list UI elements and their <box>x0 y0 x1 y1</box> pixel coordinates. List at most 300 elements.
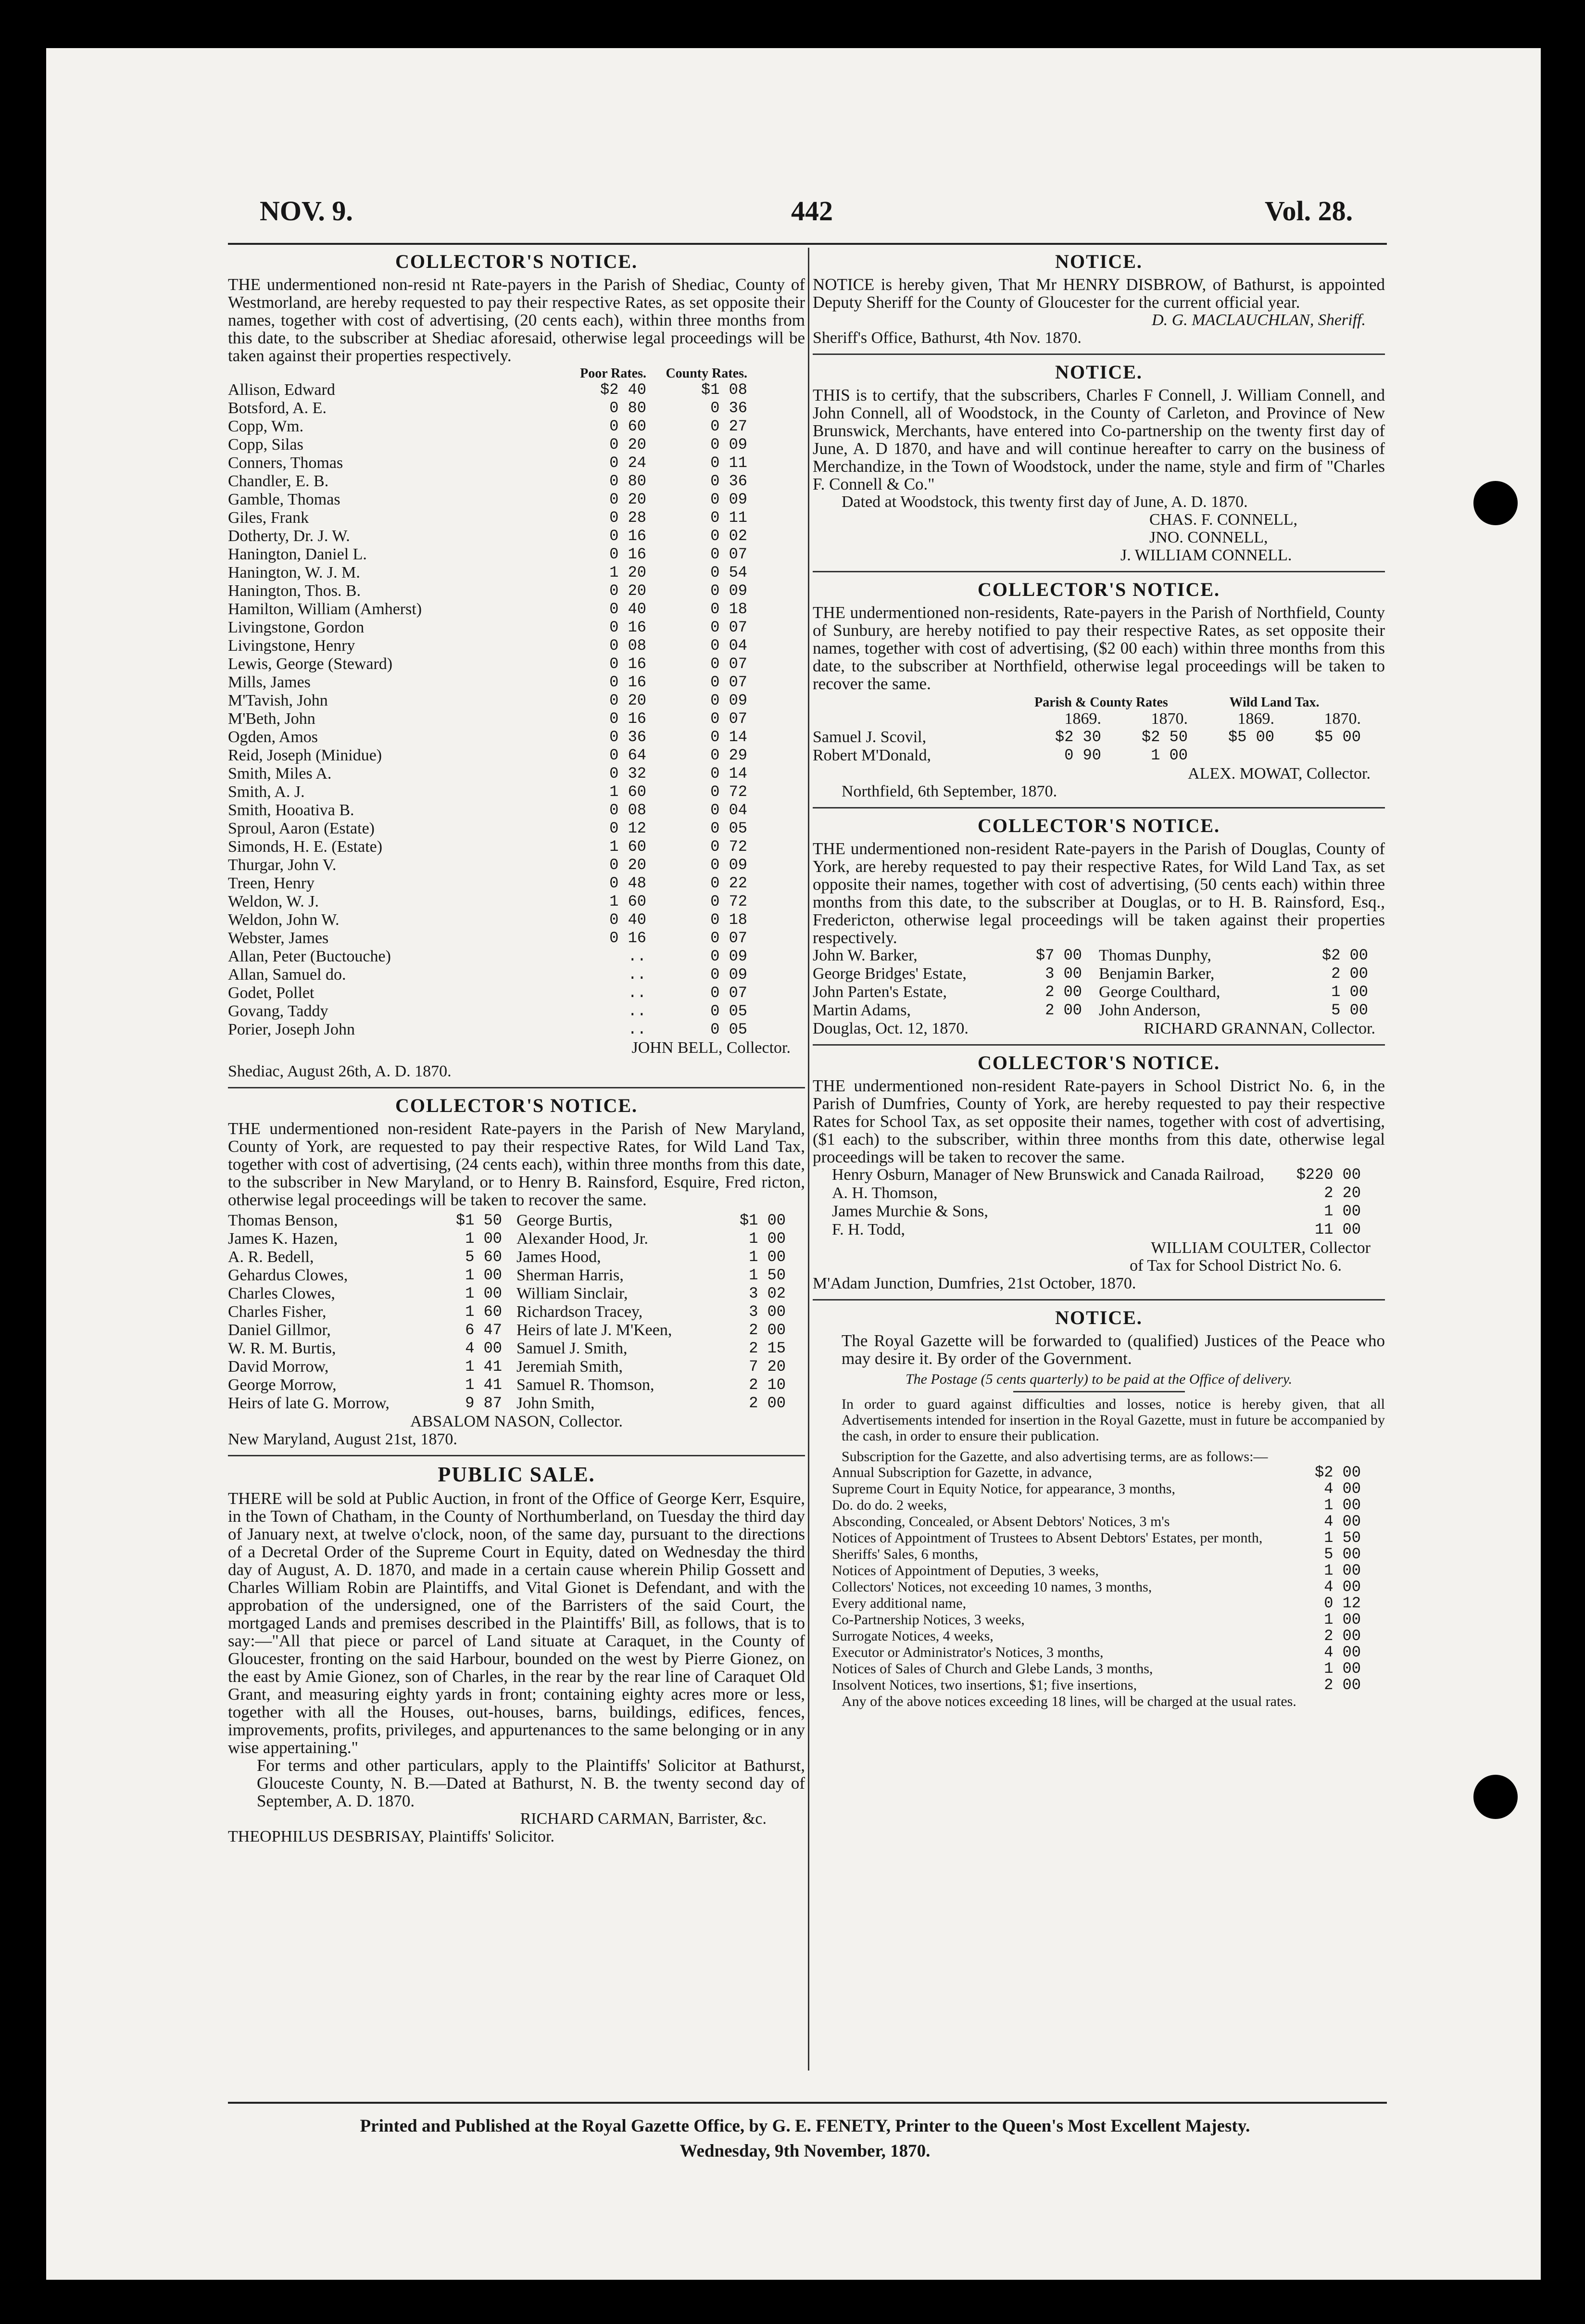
dateline: Dated at Woodstock, this twenty first day of June, A. D. 1870. <box>842 493 1248 511</box>
table-row <box>813 1595 1385 1612</box>
county-rate: 0 05 <box>710 1021 747 1038</box>
notice-body: THE undermentioned non-residents, Rate-payers in the Parish of Northfield, County of Sunbury, are hereby notified to pay their respective Rates, as set opposite their names, together with cost of advertising, ($2 00 each) within three months from this date, to the subscriber at Northfield, otherwise legal proceedings will be taken to recover the same. <box>813 603 1385 693</box>
amount: 2 15 <box>749 1339 786 1357</box>
county-rate: 0 09 <box>710 436 747 454</box>
signature: J. WILLIAM CONNELL. <box>1120 546 1292 564</box>
term-item: Do. do do. 2 weeks, <box>832 1497 947 1513</box>
poor-rate: 0 12 <box>609 820 646 837</box>
poor-rate: 0 20 <box>609 856 646 874</box>
table-row <box>516 1394 805 1413</box>
signature: RICHARD CARMAN, Barrister, &c. <box>520 1810 767 1828</box>
amount: 1 00 <box>749 1230 786 1248</box>
year-label: 1869. <box>1064 710 1101 728</box>
term-price: 1 00 <box>1324 1611 1361 1629</box>
payer-name: Allan, Peter (Buctouche) <box>228 947 391 965</box>
table-row <box>228 783 805 801</box>
poor-rate: 0 40 <box>609 911 646 929</box>
county-rate: 0 72 <box>710 838 747 856</box>
terms-intro: Subscription for the Gazette, and also advertising terms, are as follows:— <box>842 1449 1268 1465</box>
payer-name: Hanington, Daniel L. <box>228 545 367 563</box>
notice-body: THE undermentioned non-resident Rate-payers in School District No. 6, in the Parish of Dumfries, County of York, are hereby requested to pay their respective Rates for School Tax, as set opposite their names, together with cost of advertising, ($1 each) to the subscriber, within three months from this date, otherwise legal proceedings will be taken to recover the same. <box>813 1076 1385 1166</box>
payer-name: Ogden, Amos <box>228 728 318 746</box>
county-rate: 0 07 <box>710 619 747 636</box>
year-label: 1869. <box>1237 710 1274 728</box>
payer-name: Heirs of late G. Morrow, <box>228 1394 390 1412</box>
notice-title: NOTICE. <box>1055 1307 1143 1328</box>
column-header-county: County Rates. <box>666 366 747 381</box>
dateline: Northfield, 6th September, 1870. <box>842 783 1057 800</box>
county-rate: 0 02 <box>710 527 747 545</box>
payer-name: Alexander Hood, Jr. <box>516 1230 648 1248</box>
term-item: Notices of Sales of Church and Glebe Lands, 3 months, <box>832 1661 1153 1677</box>
term-price: 1 00 <box>1324 1660 1361 1678</box>
payer-name: Copp, Wm. <box>228 417 304 435</box>
amount: 1 00 <box>749 1248 786 1266</box>
payer-name: Daniel Gillmor, <box>228 1321 331 1339</box>
poor-rate: 0 36 <box>609 728 646 746</box>
poor-rate: .. <box>628 947 646 965</box>
table-row <box>228 911 805 929</box>
amount: 4 00 <box>465 1339 502 1357</box>
county-rate: 0 18 <box>710 600 747 618</box>
rate-table <box>813 947 1385 1020</box>
table-row <box>228 527 805 545</box>
county-rate: 0 27 <box>710 417 747 435</box>
table-row <box>813 1644 1385 1661</box>
payer-name: Smith, Hooativa B. <box>228 801 354 819</box>
dateline: Douglas, Oct. 12, 1870. <box>813 1020 969 1037</box>
table-row <box>228 582 805 600</box>
payer-name: Simonds, H. E. (Estate) <box>228 838 383 856</box>
table-row <box>228 417 805 436</box>
amount: 1 00 <box>465 1266 502 1284</box>
payer-name: Reid, Joseph (Minidue) <box>228 746 382 764</box>
table-row <box>813 1465 1385 1481</box>
table-row <box>516 1358 805 1376</box>
poor-rate: 0 16 <box>609 710 646 728</box>
term-item: Collectors' Notices, not exceeding 10 names, 3 months, <box>832 1579 1152 1595</box>
county-rate: 0 07 <box>710 655 747 673</box>
shediac-notice <box>228 250 805 1080</box>
term-price: 2 00 <box>1324 1627 1361 1645</box>
payer-name: Jeremiah Smith, <box>516 1358 623 1376</box>
amount: $1 00 <box>739 1212 786 1229</box>
amount: $1 50 <box>455 1212 502 1229</box>
term-price: 1 00 <box>1324 1562 1361 1579</box>
table-row <box>228 454 805 472</box>
amount: 1 41 <box>465 1358 502 1376</box>
payer-name: Samuel R. Thomson, <box>516 1376 654 1394</box>
amount: 2 10 <box>749 1376 786 1394</box>
table-row <box>228 746 805 765</box>
poor-rate: 0 24 <box>609 454 646 472</box>
poor-rate: .. <box>628 966 646 984</box>
amount: 0 90 <box>1064 746 1101 764</box>
table-row <box>516 1248 805 1266</box>
county-rate: 0 11 <box>710 454 747 472</box>
table-row <box>516 1285 805 1303</box>
poor-rate: 0 80 <box>609 399 646 417</box>
poor-rate: 1 60 <box>609 838 646 856</box>
table-row <box>516 1376 805 1394</box>
payer-name: Livingstone, Henry <box>228 637 355 655</box>
county-rate: 0 36 <box>710 472 747 490</box>
divider <box>813 1044 1385 1046</box>
payer-name: Webster, James <box>228 929 329 947</box>
payer-name: Sproul, Aaron (Estate) <box>228 820 375 837</box>
payer-name: Allan, Samuel do. <box>228 966 346 984</box>
rate-table <box>813 1166 1385 1239</box>
northfield-notice <box>813 578 1385 800</box>
payer-name: Gamble, Thomas <box>228 491 340 508</box>
table-row <box>1099 965 1385 983</box>
table-row <box>813 746 1385 765</box>
county-rate: 0 05 <box>710 1002 747 1020</box>
payer-name: Porier, Joseph John <box>228 1021 355 1038</box>
payer-name: Copp, Silas <box>228 436 303 454</box>
county-rate: 0 72 <box>710 893 747 910</box>
amount: $5 00 <box>1314 728 1361 746</box>
payer-name: Thomas Benson, <box>228 1212 338 1229</box>
table-row <box>228 381 805 399</box>
publication-date: Wednesday, 9th November, 1870. <box>679 2141 931 2161</box>
term-price: 1 00 <box>1324 1496 1361 1514</box>
table-row <box>1099 1001 1385 1020</box>
table-row <box>228 1358 516 1376</box>
county-rate: 0 07 <box>710 984 747 1002</box>
county-rate: 0 14 <box>710 728 747 746</box>
table-row <box>813 1628 1385 1644</box>
term-price: 4 00 <box>1324 1480 1361 1498</box>
amount: 1 60 <box>465 1303 502 1321</box>
poor-rate: .. <box>628 1021 646 1038</box>
rate-table <box>228 381 805 1039</box>
advertising-note: In order to guard against difficulties and losses, notice is hereby given, that all Advertisements intended for insertion in the Royal Gazette, must in future be accompanied by the cash, in order to ensure their publication. <box>842 1396 1385 1444</box>
collector-signature: JOHN BELL, Collector. <box>631 1039 791 1057</box>
collector-signature: WILLIAM COULTER, Collector <box>1151 1239 1371 1257</box>
payer-name: John Smith, <box>516 1394 595 1412</box>
table-row <box>813 1166 1385 1184</box>
payer-name: Govang, Taddy <box>228 1002 328 1020</box>
table-row <box>228 929 805 947</box>
amount: 1 00 <box>1331 983 1368 1001</box>
term-item: Annual Subscription for Gazette, in advance, <box>832 1465 1092 1480</box>
public-sale-notice <box>228 1462 805 1845</box>
payer-name: George Burtis, <box>516 1212 613 1229</box>
payer-name: George Bridges' Estate, <box>813 965 967 983</box>
payer-name: Godet, Pollet <box>228 984 314 1002</box>
notice-title: COLLECTOR'S NOTICE. <box>977 1052 1220 1074</box>
county-rate: 0 07 <box>710 929 747 947</box>
table-row <box>228 619 805 637</box>
payer-name: Mills, James <box>228 673 311 691</box>
amount: $5 00 <box>1228 728 1274 746</box>
column-header-parish: Parish & County Rates <box>1034 695 1168 710</box>
table-row <box>813 1579 1385 1595</box>
notice-title: NOTICE. <box>1055 251 1143 272</box>
payer-name: Weldon, John W. <box>228 911 340 929</box>
signature: JNO. CONNELL, <box>1149 529 1268 546</box>
table-row <box>228 1303 516 1321</box>
notice-title: COLLECTOR'S NOTICE. <box>395 251 638 272</box>
notice-body: For terms and other particulars, apply to the Plaintiffs' Solicitor at Bathurst, Glouceste County, N. B.—Dated at Bathurst, N. B. the twenty second day of September, A. D. 1870. <box>257 1756 805 1810</box>
table-row <box>228 1021 805 1039</box>
collector-signature: of Tax for School District No. 6. <box>1130 1257 1342 1275</box>
payer-name: Livingstone, Gordon <box>228 619 365 636</box>
left-column <box>228 250 805 1845</box>
table-row <box>228 856 805 874</box>
table-row <box>813 1546 1385 1563</box>
county-rate: 0 09 <box>710 491 747 508</box>
payer-name: Allison, Edward <box>228 381 335 399</box>
amount: 6 47 <box>465 1321 502 1339</box>
notice-title: COLLECTOR'S NOTICE. <box>395 1095 638 1116</box>
dateline: M'Adam Junction, Dumfries, 21st October, 1870. <box>813 1275 1136 1292</box>
poor-rate: 0 60 <box>609 417 646 435</box>
notice-title: COLLECTOR'S NOTICE. <box>977 579 1220 600</box>
signature: CHAS. F. CONNELL, <box>1149 511 1298 529</box>
table-row <box>228 436 805 454</box>
poor-rate: 0 16 <box>609 619 646 636</box>
amount: 9 87 <box>465 1394 502 1412</box>
table-row <box>516 1266 805 1285</box>
county-rate: 0 09 <box>710 966 747 984</box>
table-row <box>228 984 805 1002</box>
dateline: Shediac, August 26th, A. D. 1870. <box>228 1062 452 1080</box>
term-price: 0 12 <box>1324 1594 1361 1612</box>
payer-name: George Coulthard, <box>1099 983 1220 1001</box>
payer-name: Smith, A. J. <box>228 783 305 801</box>
payer-name: Samuel J. Smith, <box>516 1339 628 1357</box>
table-row <box>813 728 1385 746</box>
amount: 2 20 <box>1324 1184 1361 1202</box>
amount: 1 00 <box>465 1230 502 1248</box>
term-price: 1 50 <box>1324 1529 1361 1547</box>
table-row <box>228 1394 516 1413</box>
table-row <box>813 1001 1099 1020</box>
notice-body: THE undermentioned non-resident Rate-payers in the Parish of New Maryland, County of York, are requested to pay their respective Rates, for Wild Land Tax, together with cost of advertising, (24 cents each), within three months from this date, to the subscriber in New Maryland, or to Henry B. Rainsford, Esquire, Fred ricton, otherwise legal proceedings will be taken to recover the same. <box>228 1119 805 1209</box>
table-row <box>228 1285 516 1303</box>
poor-rate: $2 40 <box>600 381 646 399</box>
punch-hole <box>1473 481 1518 525</box>
payer-name: W. R. M. Burtis, <box>228 1339 336 1357</box>
county-rate: 0 07 <box>710 673 747 691</box>
table-row <box>516 1212 805 1230</box>
payer-name: Hanington, Thos. B. <box>228 582 361 600</box>
county-rate: 0 09 <box>710 947 747 965</box>
poor-rate: 0 16 <box>609 929 646 947</box>
term-price: 5 00 <box>1324 1545 1361 1563</box>
dateline: New Maryland, August 21st, 1870. <box>228 1430 457 1448</box>
header-date: NOV. 9. <box>260 195 353 227</box>
table-row <box>228 472 805 491</box>
table-row <box>228 655 805 673</box>
notice-body: THIS is to certify, that the subscribers, Charles F Connell, J. William Connell, and John Connell, all of Woodstock, in the County of Carleton, and Province of New Brunswick, Merchants, have entered into Co-partnership on the twenty first day of June, A. D 1870, and have and will continue hereafter to carry on the business of Merchandize, in the Town of Woodstock, under the name, style and firm of "Charles F. Connell & Co." <box>813 386 1385 493</box>
notice-title: PUBLIC SALE. <box>438 1463 595 1486</box>
county-rate: 0 04 <box>710 801 747 819</box>
poor-rate: 0 20 <box>609 491 646 508</box>
payer-name: Henry Osburn, Manager of New Brunswick and Canada Railroad, <box>832 1166 1264 1184</box>
table-row <box>228 1339 516 1358</box>
postage-note: The Postage (5 cents quarterly) to be paid at the Office of delivery. <box>906 1371 1292 1387</box>
table-row <box>813 1202 1385 1221</box>
table-row <box>228 491 805 509</box>
divider <box>813 354 1385 355</box>
term-item: Notices of Appointment of Deputies, 3 weeks, <box>832 1563 1099 1579</box>
county-rate: 0 07 <box>710 710 747 728</box>
table-row <box>813 1497 1385 1514</box>
table-row <box>228 1248 516 1266</box>
table-row <box>228 673 805 692</box>
table-row <box>813 1514 1385 1530</box>
rate-table <box>228 1212 805 1413</box>
poor-rate: 1 20 <box>609 564 646 581</box>
table-row <box>228 564 805 582</box>
table-row <box>516 1339 805 1358</box>
poor-rate: 0 16 <box>609 545 646 563</box>
divider <box>813 1299 1385 1301</box>
payer-name: Hanington, W. J. M. <box>228 564 360 581</box>
amount: 1 00 <box>1151 746 1188 764</box>
amount: $220 00 <box>1296 1166 1361 1184</box>
payer-name: F. H. Todd, <box>832 1221 906 1238</box>
table-row <box>813 947 1099 965</box>
gazette-notice <box>813 1306 1385 1709</box>
page-number: 442 <box>791 195 833 227</box>
signature: D. G. MACLAUCHLAN, Sheriff. <box>1152 311 1366 329</box>
table-row <box>813 1530 1385 1546</box>
table-row <box>228 1002 805 1021</box>
poor-rate: 0 40 <box>609 600 646 618</box>
table-row <box>228 765 805 783</box>
term-item: Notices of Appointment of Trustees to Absent Debtors' Estates, per month, <box>832 1530 1263 1546</box>
notice-body: THERE will be sold at Public Auction, in front of the Office of George Kerr, Esquire, in the Town of Chatham, in the County of Northumberland, on Tuesday the third day of January next, at twelve o'clock, noon, of the same day, pursuant to the directions of a Decretal Order of the Supreme Court in Equity, dated on Wednesday the third day of August, A. D. 1870, and made in a certain cause wherein Philip Gossett and Charles William Robin are Plaintiffs, and Vital Gionet is Defendant, and with the approbation of the undersigned, one of the Barristers of the said Court, the mortgaged Lands and premises described in the Plaintiffs' Bill, as follows, that is to say:—"All that piece or parcel of Land situate at Caraquet, in the County of Gloucester, fronting on the said Harbour, bounded on the west by Pierre Gionez, on the east by Amie Gionez, son of Charles, in the rear by the rear line of Caraquet Old Grant, and measuring eighty yards in front; containing eighty acres more or less, together with all the Houses, out-houses, barns, buildings, edifices, fences, improvements, profits, privileges, and appurtenances to the same belonging or in any wise appertaining." <box>228 1489 805 1757</box>
amount: $2 50 <box>1141 728 1188 746</box>
table-row <box>813 1221 1385 1239</box>
collector-signature: RICHARD GRANNAN, Collector. <box>1144 1020 1375 1037</box>
payer-name: Samuel J. Scovil, <box>813 728 927 746</box>
divider <box>228 1455 805 1456</box>
dumfries-notice <box>813 1051 1385 1292</box>
amount: 1 00 <box>465 1285 502 1302</box>
poor-rate: 0 08 <box>609 637 646 655</box>
table-row <box>813 1184 1385 1202</box>
table-row <box>1099 947 1385 965</box>
amount: 5 60 <box>465 1248 502 1266</box>
table-row <box>1099 983 1385 1001</box>
payer-name: M'Tavish, John <box>228 692 328 709</box>
poor-rate: 0 48 <box>609 874 646 892</box>
payer-name: Sherman Harris, <box>516 1266 624 1284</box>
divider <box>1013 1391 1185 1392</box>
poor-rate: 0 28 <box>609 509 646 527</box>
term-price: 2 00 <box>1324 1676 1361 1694</box>
new-maryland-notice <box>228 1094 805 1448</box>
table-row <box>228 1230 516 1248</box>
payer-name: Giles, Frank <box>228 509 309 527</box>
table-row <box>813 1677 1385 1693</box>
notice-body: THE undermentioned non-resident Rate-payers in the Parish of Douglas, County of York, are hereby requested to pay their respective Rates, for Wild Land Tax, as set opposite their names, together with cost of advertising, (50 cents each) within three months from this date, to the subscriber at Douglas, or to H. B. Rainsford, Esq., Fredericton, otherwise legal proceedings will be taken against their properties respectively. <box>813 839 1385 947</box>
payer-name: John Anderson, <box>1099 1001 1201 1019</box>
term-item: Surrogate Notices, 4 weeks, <box>832 1628 994 1644</box>
table-row <box>813 1612 1385 1628</box>
notice-title: NOTICE. <box>1055 361 1143 383</box>
poor-rate: 0 16 <box>609 655 646 673</box>
terms-note: Any of the above notices exceeding 18 lines, will be charged at the usual rates. <box>842 1693 1296 1709</box>
payer-name: M'Beth, John <box>228 710 315 728</box>
county-rate: 0 18 <box>710 911 747 929</box>
table-row <box>228 637 805 655</box>
table-row <box>228 728 805 746</box>
table-row <box>516 1321 805 1339</box>
amount: $2 30 <box>1055 728 1101 746</box>
county-rate: $1 08 <box>701 381 747 399</box>
amount <box>1188 746 1274 765</box>
table-row <box>516 1230 805 1248</box>
county-rate: 0 09 <box>710 692 747 709</box>
county-rate: 0 09 <box>710 582 747 600</box>
deputy-sheriff-notice <box>813 250 1385 347</box>
amount: 1 50 <box>749 1266 786 1284</box>
table-row <box>228 1321 516 1339</box>
notice-body: The Royal Gazette will be forwarded to (qualified) Justices of the Peace who may desire it. By order of the Government. <box>842 1331 1385 1368</box>
year-label: 1870. <box>1151 710 1188 728</box>
notice-body: THE undermentioned non-resid nt Rate-payers in the Parish of Shediac, County of Westmorland, are hereby requested to pay their respective Rates, as set opposite their names, together with cost of advertising, (20 cents each), within three months from this date, to the subscriber at Shediac aforesaid, otherwise legal proceedings will be taken against their properties respectively. <box>228 275 805 365</box>
divider <box>813 807 1385 808</box>
payer-name: Chandler, E. B. <box>228 472 329 490</box>
punch-hole <box>1473 1775 1518 1819</box>
volume-number: Vol. 28. <box>1265 195 1353 227</box>
poor-rate: 0 20 <box>609 436 646 454</box>
table-row <box>228 966 805 984</box>
column-header-wild-land: Wild Land Tax. <box>1229 695 1320 710</box>
poor-rate: 1 60 <box>609 783 646 801</box>
collector-signature: ABSALOM NASON, Collector. <box>410 1413 623 1430</box>
payer-name: Hamilton, William (Amherst) <box>228 600 422 618</box>
table-row <box>228 692 805 710</box>
county-rate: 0 72 <box>710 783 747 801</box>
divider <box>228 1087 805 1088</box>
term-item: Sheriffs' Sales, 6 months, <box>832 1546 979 1562</box>
term-price: 4 00 <box>1324 1643 1361 1661</box>
payer-name: A. H. Thomson, <box>832 1184 938 1202</box>
poor-rate: .. <box>628 1002 646 1020</box>
county-rate: 0 54 <box>710 564 747 581</box>
term-item: Supreme Court in Equity Notice, for appearance, 3 months, <box>832 1481 1175 1497</box>
county-rate: 0 04 <box>710 637 747 655</box>
column-rule <box>808 248 809 2071</box>
signature: THEOPHILUS DESBRISAY, Plaintiffs' Solicitor. <box>228 1828 554 1845</box>
county-rate: 0 09 <box>710 856 747 874</box>
county-rate: 0 36 <box>710 399 747 417</box>
amount: 7 20 <box>749 1358 786 1376</box>
table-row <box>228 838 805 856</box>
term-price: 4 00 <box>1324 1513 1361 1530</box>
amount: 2 00 <box>749 1394 786 1412</box>
poor-rate: 0 64 <box>609 746 646 764</box>
notice-title: COLLECTOR'S NOTICE. <box>977 815 1220 836</box>
amount <box>1274 746 1361 765</box>
payer-name: Benjamin Barker, <box>1099 965 1215 983</box>
amount: 11 00 <box>1314 1221 1361 1238</box>
amount: 2 00 <box>1045 983 1082 1001</box>
county-rate: 0 05 <box>710 820 747 837</box>
amount: 2 00 <box>1045 1001 1082 1019</box>
payer-name: Martin Adams, <box>813 1001 911 1019</box>
table-row <box>813 1661 1385 1677</box>
dateline: Sheriff's Office, Bathurst, 4th Nov. 1870. <box>813 329 1082 347</box>
table-row <box>228 1212 516 1230</box>
